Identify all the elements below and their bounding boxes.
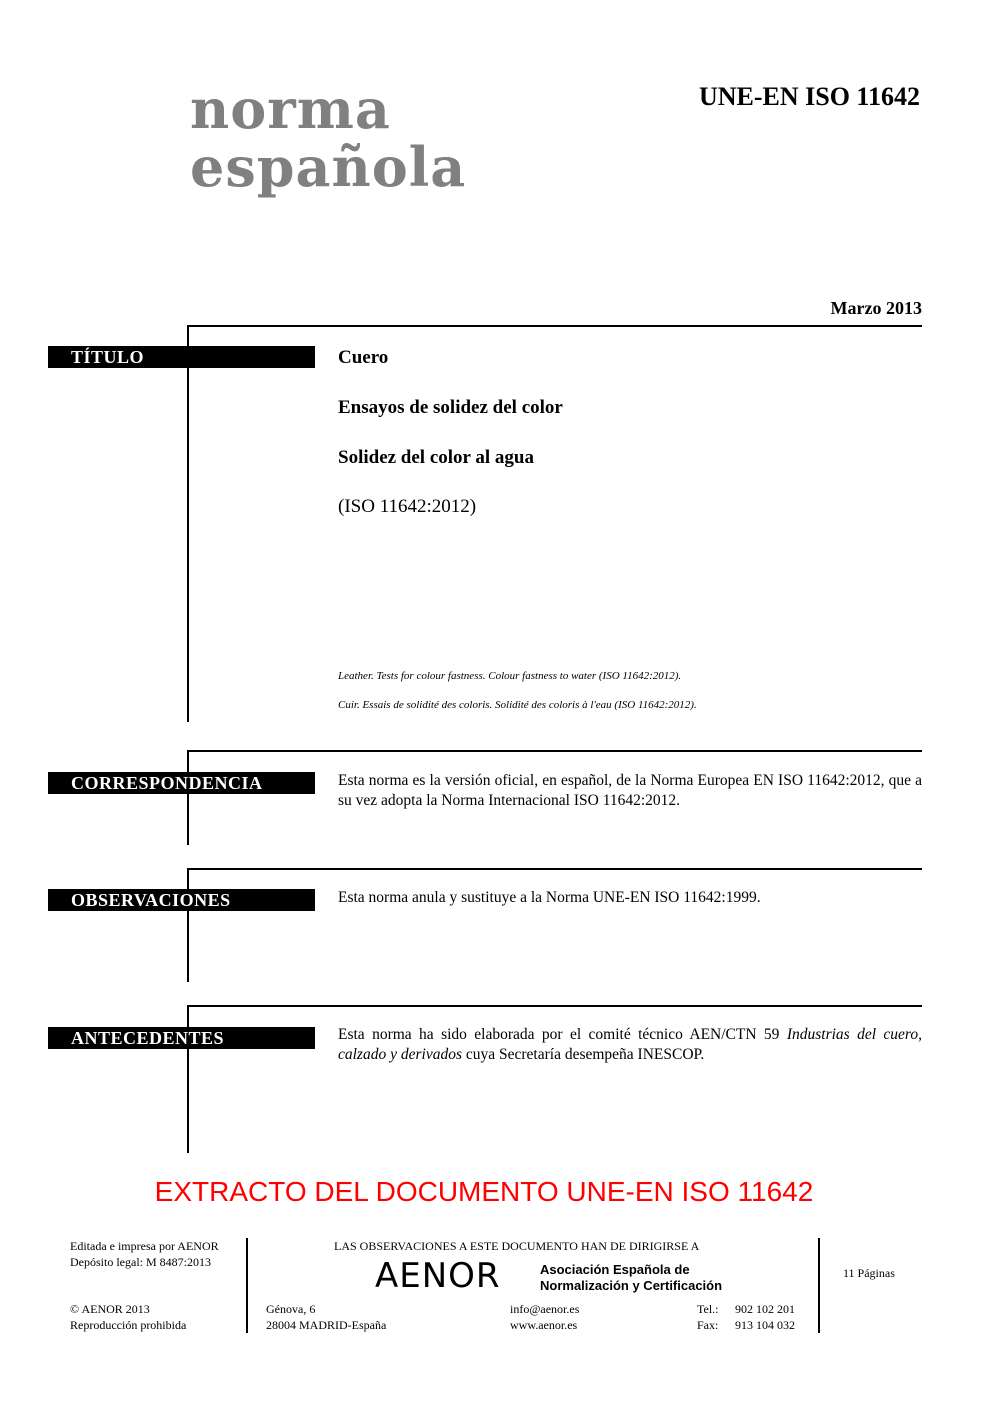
tel-label: Tel.:	[697, 1302, 719, 1316]
observations-heading: LAS OBSERVACIONES A ESTE DOCUMENTO HAN DE DIRIGIRSE A	[334, 1239, 700, 1253]
section-rule	[187, 325, 189, 722]
page-count: 11 Páginas	[843, 1266, 895, 1280]
antecedentes-text-end: cuya Secretaría desempeña INESCOP.	[461, 1046, 705, 1063]
address-city: 28004 MADRID-España	[266, 1318, 387, 1332]
section-divider	[187, 1005, 922, 1007]
observaciones-text: Esta norma anula y sustituye a la Norma UNE-EN ISO 11642:1999.	[338, 889, 761, 906]
standard-code: UNE-EN ISO 11642	[698, 82, 920, 111]
antecedentes-label: ANTECEDENTES	[48, 1027, 315, 1049]
section-divider	[187, 750, 922, 752]
footer-rule-right	[818, 1238, 820, 1333]
footer-copyright	[70, 1301, 186, 1333]
committee-name: Industrias del cuero, calzado y derivados	[338, 1026, 922, 1063]
footer-online	[510, 1301, 579, 1333]
fax-number: 913 104 032	[735, 1318, 795, 1332]
title-line-2: Ensayos de solidez del color	[338, 397, 563, 418]
french-title: Cuir. Essais de solidité des coloris. Solidité des coloris à l'eau (ISO 11642:2012).	[338, 699, 697, 711]
aenor-association	[540, 1262, 722, 1294]
web-link[interactable]: www.aenor.es	[510, 1318, 578, 1332]
footer-phone-labels	[697, 1301, 719, 1333]
brand-title	[190, 77, 467, 199]
edited-by: Editada e impresa por AENOR	[70, 1239, 219, 1253]
brand-line-1: norma	[190, 77, 391, 141]
copyright: © AENOR 2013	[70, 1302, 150, 1316]
section-rule	[187, 868, 189, 982]
brand-line-2: española	[190, 135, 467, 199]
antecedentes-text	[338, 1025, 922, 1065]
assoc-line-1: Asociación Española de	[540, 1262, 690, 1277]
legal-deposit: Depósito legal: M 8487:2013	[70, 1255, 211, 1269]
title-line-1: Cuero	[338, 347, 389, 368]
footer-phone-numbers	[735, 1301, 795, 1333]
title-line-4: (ISO 11642:2012)	[338, 496, 477, 517]
observaciones-label: OBSERVACIONES	[48, 889, 315, 911]
antecedentes-text-start: Esta norma ha sido elaborada por el comité técnico AEN/CTN 59	[338, 1026, 787, 1043]
title-line-3: Solidez del color al agua	[338, 447, 534, 468]
assoc-line-2: Normalización y Certificación	[540, 1278, 723, 1293]
address-street: Génova, 6	[266, 1302, 316, 1316]
section-divider	[187, 868, 922, 870]
titulo-label: TÍTULO	[48, 346, 315, 368]
publication-date: Marzo 2013	[830, 298, 922, 318]
english-title: Leather. Tests for colour fastness. Colour fastness to water (ISO 11642:2012).	[338, 670, 682, 682]
email-link[interactable]: info@aenor.es	[510, 1302, 580, 1316]
footer-rule-left	[246, 1238, 248, 1333]
section-rule	[187, 750, 189, 845]
reproduction-notice: Reproducción prohibida	[70, 1318, 187, 1332]
section-divider	[187, 325, 922, 327]
fax-label: Fax:	[697, 1318, 719, 1332]
tel-number: 902 102 201	[735, 1302, 795, 1316]
correspondencia-text: Esta norma es la versión oficial, en español, de la Norma Europea EN ISO 11642:2012, que a su vez adopta la Norma Internacional ISO 11642:2012.	[338, 772, 922, 809]
correspondencia-label: CORRESPONDENCIA	[48, 772, 315, 794]
extract-notice: EXTRACTO DEL DOCUMENTO UNE-EN ISO 11642	[154, 1176, 814, 1207]
footer-publisher	[70, 1238, 219, 1270]
footer-address	[266, 1301, 386, 1333]
aenor-logo: AENOR	[375, 1256, 501, 1296]
